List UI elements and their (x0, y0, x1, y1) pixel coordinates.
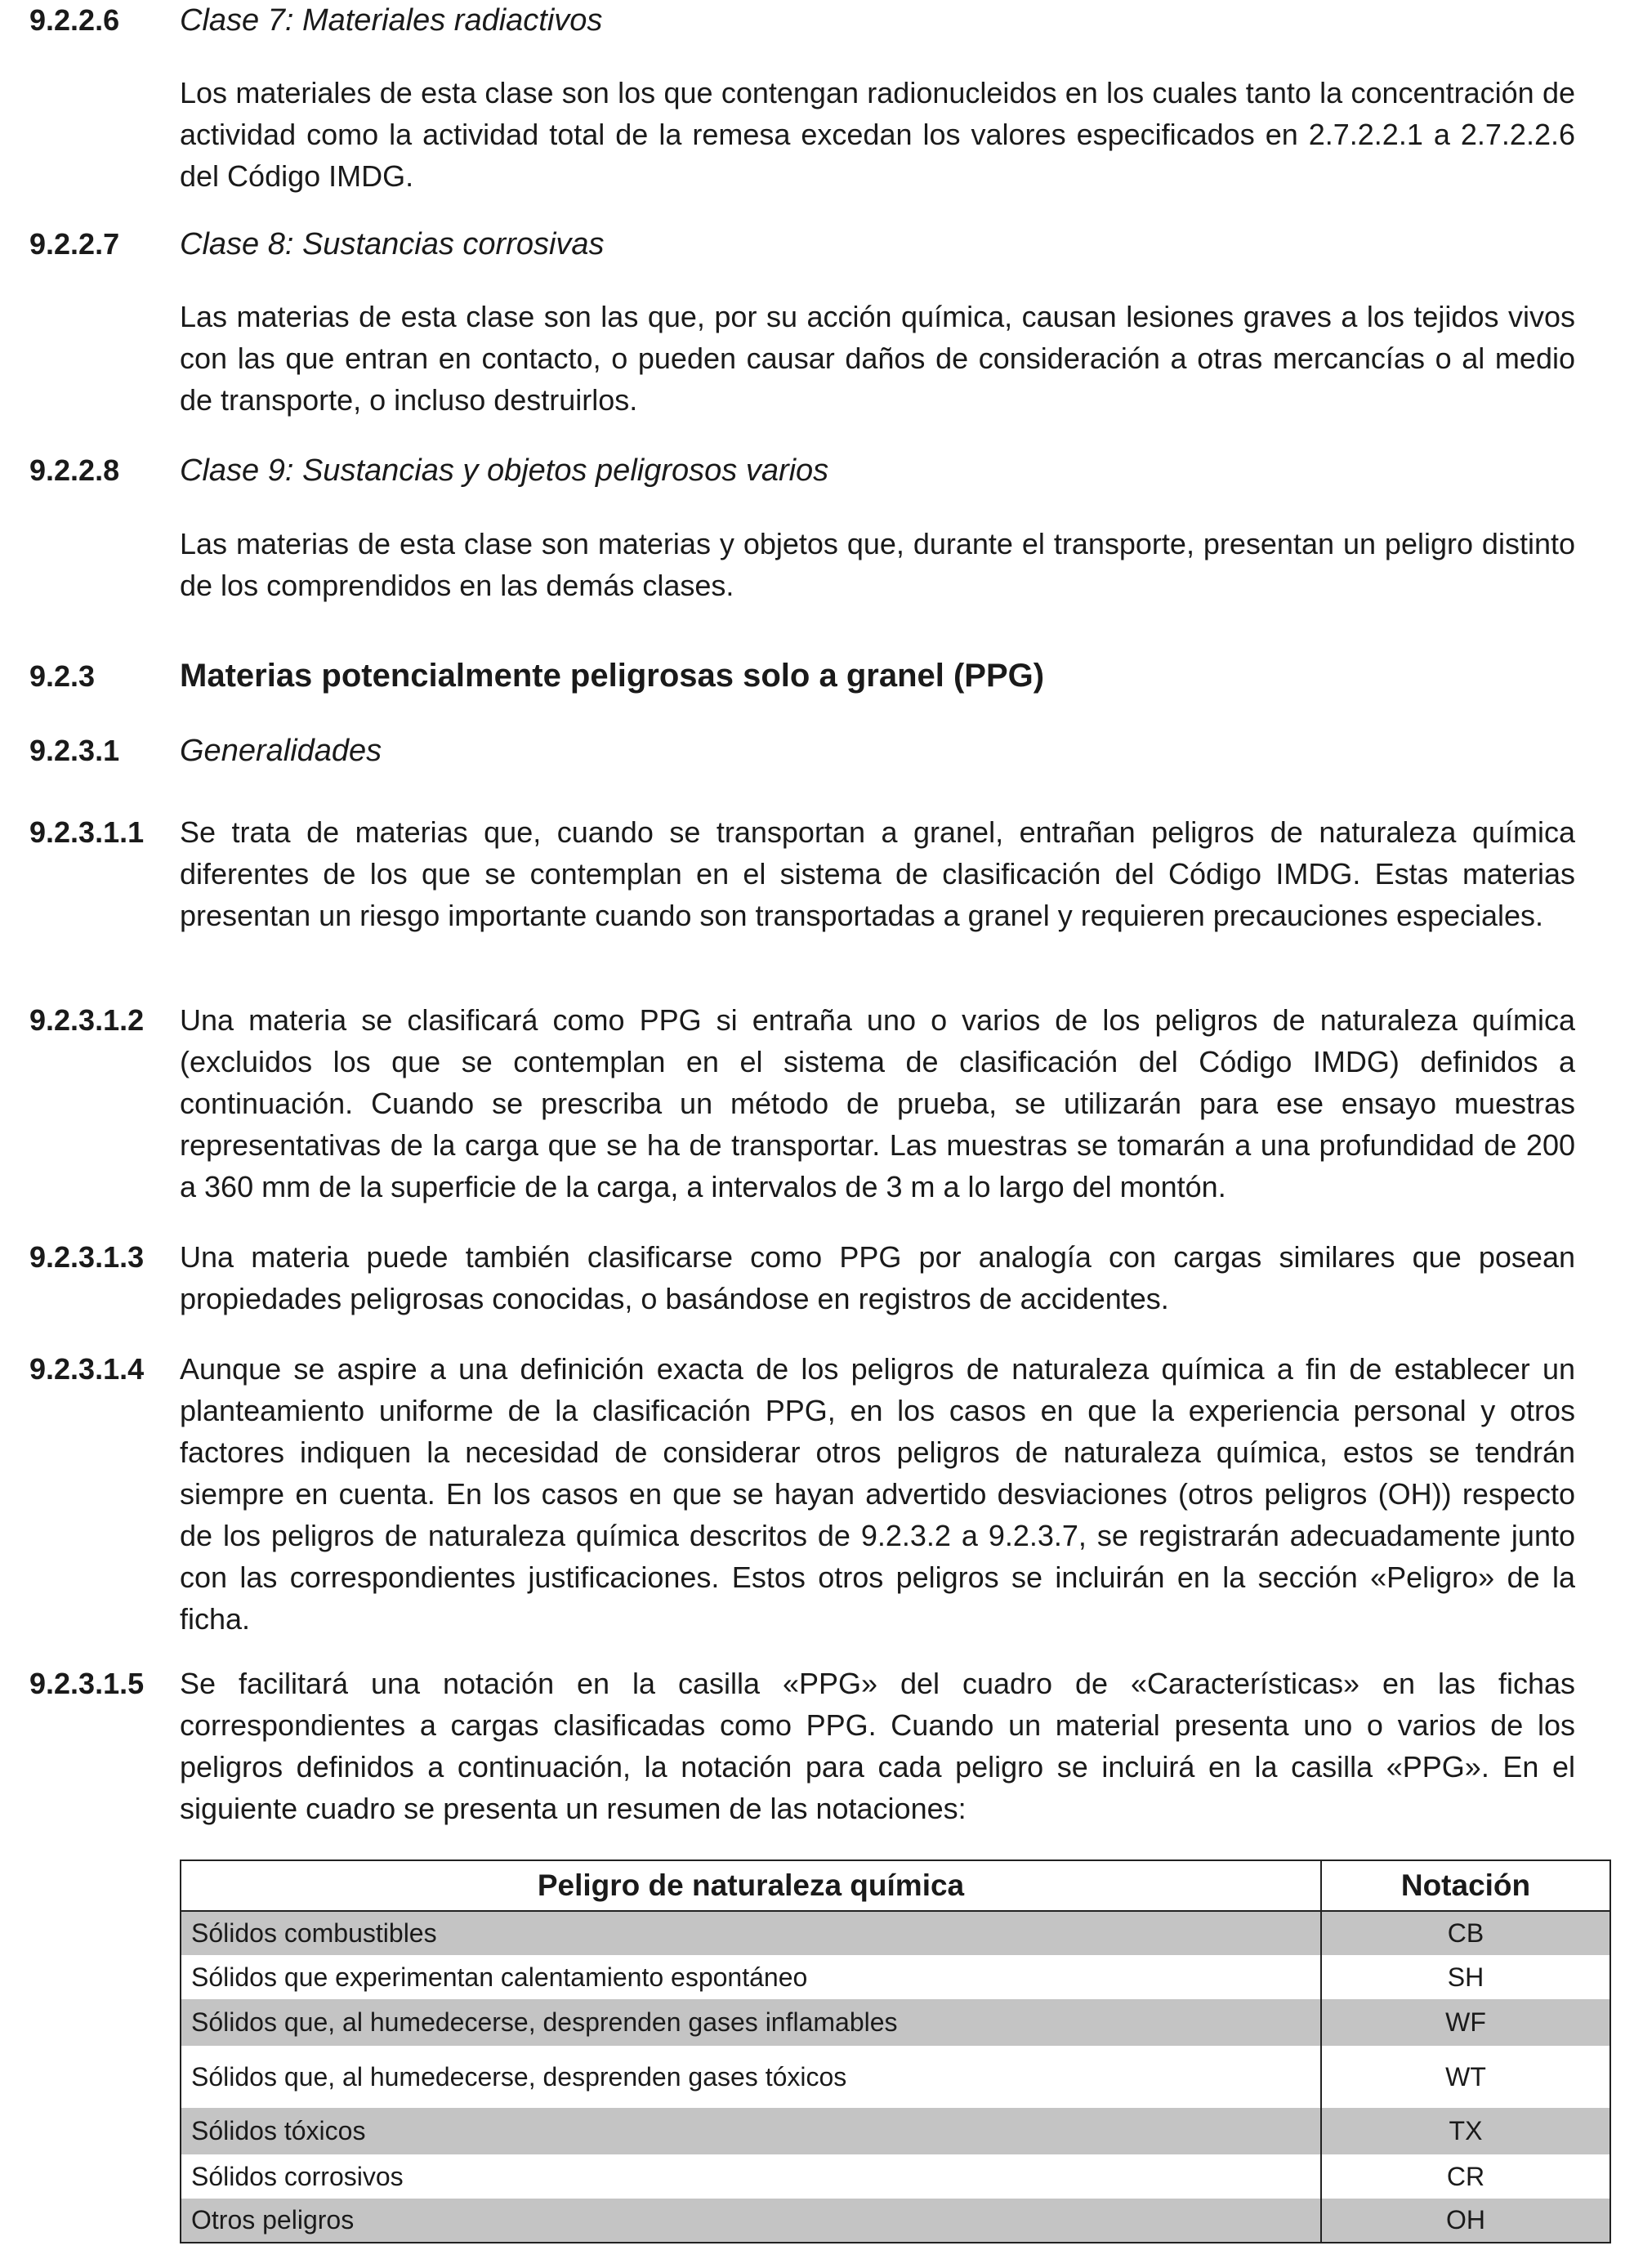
clause-text: Aunque se aspire a una definición exacta de los peligros de naturaleza química a fin de establecer un planteamiento uniforme de la clasificación PPG, en los casos en que la experiencia personal y otros factores indiquen la necesidad de considerar otros peligros de naturaleza química, estos se tendrán siempre en cuenta. En los casos en que se hayan advertido desviaciones (otros peligros (OH)) respecto de los peligros de naturaleza química descritos de 9.2.3.2 a 9.2.3.7, se registrarán adecuadamente junto con las correspondientes justificaciones. Estos otros peligros se incluirán en la sección «Peligro» de la ficha. (180, 1352, 1575, 1636)
table-row (181, 1911, 1610, 1955)
section-title: Materias potencialmente peligrosas solo a granel (PPG) (180, 658, 1045, 694)
section-body: Los materiales de esta clase son los que contengan radionucleidos en los cuales tanto la concentración de actividad como la actividad total de la remesa excedan los valores especificados en 2.7.2.2.1 a 2.7.2.2.6 del Código IMDG. (180, 76, 1575, 193)
section-title: Clase 8: Sustancias corrosivas (180, 227, 605, 261)
hazard-cell: Sólidos que experimentan calentamiento espontáneo (181, 1955, 1321, 1999)
notation-table (180, 1859, 1611, 2243)
clause-text: Se trata de materias que, cuando se transportan a granel, entrañan peligros de naturaleza química diferentes de los que se contemplan en el sistema de clasificación del Código IMDG. Estas materias presentan un riesgo importante cuando son transportadas a granel y requieren precauciones especiales. (180, 815, 1575, 932)
clause-number: 9.2.3.1.1 (29, 815, 145, 849)
hazard-cell: Otros peligros (181, 2199, 1321, 2243)
clause (29, 811, 1575, 936)
table-row (181, 2108, 1610, 2154)
table-row (181, 2154, 1610, 2199)
clause-text: Una materia puede también clasificarse como PPG por analogía con cargas similares que posean propiedades peligrosas conocidas, o basándose en registros de accidentes. (180, 1240, 1575, 1315)
section-heading (29, 453, 1575, 489)
section-heading (29, 3, 1575, 38)
section-number: 9.2.3 (29, 659, 96, 693)
column-header-notation: Notación (1321, 1860, 1610, 1911)
clause-number: 9.2.3.1.3 (29, 1240, 145, 1274)
hazard-cell: Sólidos tóxicos (181, 2108, 1321, 2154)
clause-text: Se facilitará una notación en la casilla «PPG» del cuadro de «Características» en las fichas correspondientes a cargas clasificadas como PPG. Cuando un material presenta uno o varios de los peligros definidos a continuación, la notación para cada peligro se incluirá en la casilla «PPG». En el siguiente cuadro se presenta un resumen de las notaciones: (180, 1667, 1575, 1825)
hazard-cell: Sólidos que, al humedecerse, desprenden gases inflamables (181, 1999, 1321, 2046)
table-row (181, 2046, 1610, 2108)
clause-number: 9.2.3.1.2 (29, 1003, 145, 1037)
clause-number: 9.2.3.1.4 (29, 1352, 145, 1386)
column-header-hazard: Peligro de naturaleza química (181, 1860, 1321, 1911)
table-row (181, 2199, 1610, 2243)
section-body: Las materias de esta clase son las que, por su acción química, causan lesiones graves a los tejidos vivos con las que entran en contacto, o pueden causar daños de consideración a otras mercancías o al medio de transporte, o incluso destruirlos. (180, 300, 1575, 417)
table-row (181, 1955, 1610, 1999)
section-title: Clase 9: Sustancias y objetos peligrosos varios (180, 453, 829, 488)
table-header-row (181, 1860, 1610, 1911)
section-title: Clase 7: Materiales radiactivos (180, 3, 603, 38)
notation-cell: CB (1321, 1911, 1610, 1955)
section-heading (29, 734, 1575, 769)
notation-cell: OH (1321, 2199, 1610, 2243)
clause (29, 999, 1575, 1208)
section-number: 9.2.3.1 (29, 734, 120, 767)
section-number: 9.2.2.7 (29, 227, 120, 261)
clause (29, 1236, 1575, 1319)
section-title: Generalidades (180, 734, 382, 768)
notation-cell: WF (1321, 1999, 1610, 2046)
clause-number: 9.2.3.1.5 (29, 1667, 145, 1700)
section-number: 9.2.2.6 (29, 3, 120, 37)
hazard-cell: Sólidos corrosivos (181, 2154, 1321, 2199)
clause (29, 1348, 1575, 1640)
notation-cell: WT (1321, 2046, 1610, 2108)
section-heading (29, 658, 1575, 694)
notation-cell: TX (1321, 2108, 1610, 2154)
section-heading (29, 227, 1575, 262)
notation-cell: SH (1321, 1955, 1610, 1999)
hazard-cell: Sólidos combustibles (181, 1911, 1321, 1955)
hazard-cell: Sólidos que, al humedecerse, desprenden gases tóxicos (181, 2046, 1321, 2108)
section-body: Las materias de esta clase son materias y objetos que, durante el transporte, presentan un peligro distinto de los comprendidos en las demás clases. (180, 527, 1575, 602)
notation-cell: CR (1321, 2154, 1610, 2199)
clause-text: Una materia se clasificará como PPG si entraña uno o varios de los peligros de naturaleza química (excluidos los que se contemplan en el sistema de clasificación del Código IMDG) definidos a continuación. Cuando se prescriba un método de prueba, se utilizarán para ese ensayo muestras representativas de la carga que se ha de transportar. Las muestras se tomarán a una profundidad de 200 a 360 mm de la superficie de la carga, a intervalos de 3 m a lo largo del montón. (180, 1003, 1575, 1203)
clause (29, 1663, 1575, 1829)
section-number: 9.2.2.8 (29, 453, 120, 487)
table-row (181, 1999, 1610, 2046)
